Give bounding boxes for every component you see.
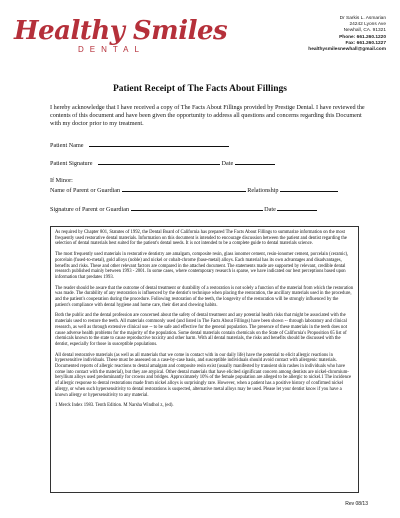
patient-name-field[interactable] (89, 140, 229, 147)
patient-name-row (50, 140, 229, 149)
patient-date-label: Date (221, 160, 234, 167)
parent-signature-label: Signature of Parent or Guardian (50, 206, 130, 213)
patient-date-field[interactable] (235, 158, 275, 165)
footnote: 1 Merck Index 1983. Tenth Edition. M Narsha Windhol z, (ed). (55, 403, 174, 409)
box-paragraph-1: As required by Chapter 801, Statutes of 1992, the Dental Board of California has prepared The Facts About Fillings to summarize information on the most frequently used restorative dental materials. Information on this document is intended to encourage discussion between the patient and dentist regarding the selection of dental materials best suited for the patient's dental needs. It is not intended to be a complete guide to dental materials science. (55, 230, 347, 247)
box-paragraph-4: Both the public and the dental profession are concerned about the safety of dental treatment and any potential health risks that might be associated with the materials used to restore the teeth. All materials commonly used (and listed in The Facts About Fillings) have been shown -- through laboratory and clinical research, as well as through extensive clinical use -- to be safe and effective for the general population. The presence of these materials in the teeth does not cause adverse health problems for the majority of the population. Some dental materials contain chemicals on the State of California's Proposition 65 list of chemicals known to the state to cause reproductive toxicity and other harm. With all dental materials, the risks and benefits should be discussed with the dentist, especially for those in susceptible populations. (55, 313, 348, 347)
street-address: 24242 Lyons Ave (349, 22, 386, 28)
facts-summary-box (50, 226, 359, 493)
patient-signature-row (50, 158, 275, 167)
box-paragraph-3: The reader should be aware that the outcome of dental treatment or durability of a restoration is not solely a function of the material from which the restoration was made. The durability of any restoration is influenced by the dentist's technique when placing the restoration, the ancillary materials used in the procedure, and the patient's cooperation during the procedure. Following restoration of the teeth, the longevity of the restoration will be strongly influenced by the patient's compliance with dental hygiene and home care, their diet and chewing habits. (55, 285, 354, 308)
contact-block (308, 16, 386, 53)
doctor-name: Dr Sarkis L. Asmarian (339, 16, 386, 21)
parent-name-field[interactable] (122, 185, 246, 192)
box-paragraph-5: All dental restorative materials (as well as all materials that we come in contact with in our daily life) have the potential to elicit allergic reactions in hypersensitive individuals. These must be assessed on a case-by-case basis, and susceptible individuals should avoid contact with allergenic materials. Documented reports of allergic reactions to dental amalgam and composite resin exist (usually manifested by transient skin rashes in individuals who have come into contact with the material), but they are atypical. Other dental materials that have elicited significant concern among dentists are nickel-chromium-beryllium alloys used predominantly for crowns and bridges. Approximately 10% of the female population are alleged to be allergic to nickel.1 The incidence of allergic response to dental restorations made from nickel alloys is surprisingly rare. However, when a patient has a positive history of confirmed nickel allergy, or when such hypersensitivity to dental restorations is suspected, alternative metal alloys may be used. Please let your dentist know if you have a known allergy or hypersensitivity to any material. (55, 352, 352, 398)
acknowledgement-text: I hereby acknowledge that I have received a copy of The Facts About Fillings provided by Prestige Dental. I have reviewed the contents of this document and have been given the opportunity to address all questions and concerns regarding this Document with my doctor prior to my treatment. (50, 104, 365, 127)
patient-signature-field[interactable] (98, 158, 220, 165)
email-address: healthysmilesnewhall@gmail.com (308, 47, 386, 53)
practice-logo (14, 18, 227, 54)
box-paragraph-2: The most frequently used materials in restorative dentistry are amalgam, composite resin, glass ionomer cement, resin-ionomer cement, porcelain (ceramic), porcelain (fused-to-metal), gold alloys (noble) and nickel or cobalt-chrome (base-metal) alloys. Each material has its own advantages and disadvantages, benefits and risks. These and other relevant factors are compared in the attached document. The statements made are supported by relevant, credible dental research published mainly between 1993 - 2001. In some cases, where contemporary research is sparse, we have indicated our best perceptions based upon information that predates 1993. (55, 252, 349, 280)
phone-number: Phone: 661.260.1220 (339, 34, 386, 40)
page-title: Patient Receipt of The Facts About Fillings (113, 84, 287, 94)
parent-name-label: Name of Parent or Guardian (50, 187, 121, 194)
patient-signature-label: Patient Signature (50, 160, 93, 167)
relationship-label: Relationship (247, 187, 279, 194)
logo-name: Healthy Smiles (14, 16, 228, 46)
revision-label: Rev 08/13 (345, 501, 368, 507)
city-address: Newhall, CA. 91321 (343, 28, 386, 34)
if-minor-label: If Minor: (50, 177, 73, 184)
fax-number: Fax: 661.260.1227 (345, 40, 386, 46)
parent-date-label: Date (264, 206, 276, 213)
parent-date-field[interactable] (277, 204, 317, 211)
parent-signature-field[interactable] (131, 204, 263, 211)
logo-subtitle: DENTAL (78, 45, 145, 54)
patient-name-label: Patient Name (50, 142, 84, 149)
parent-name-row (50, 185, 338, 194)
relationship-field[interactable] (280, 185, 338, 192)
parent-signature-row (50, 204, 317, 213)
